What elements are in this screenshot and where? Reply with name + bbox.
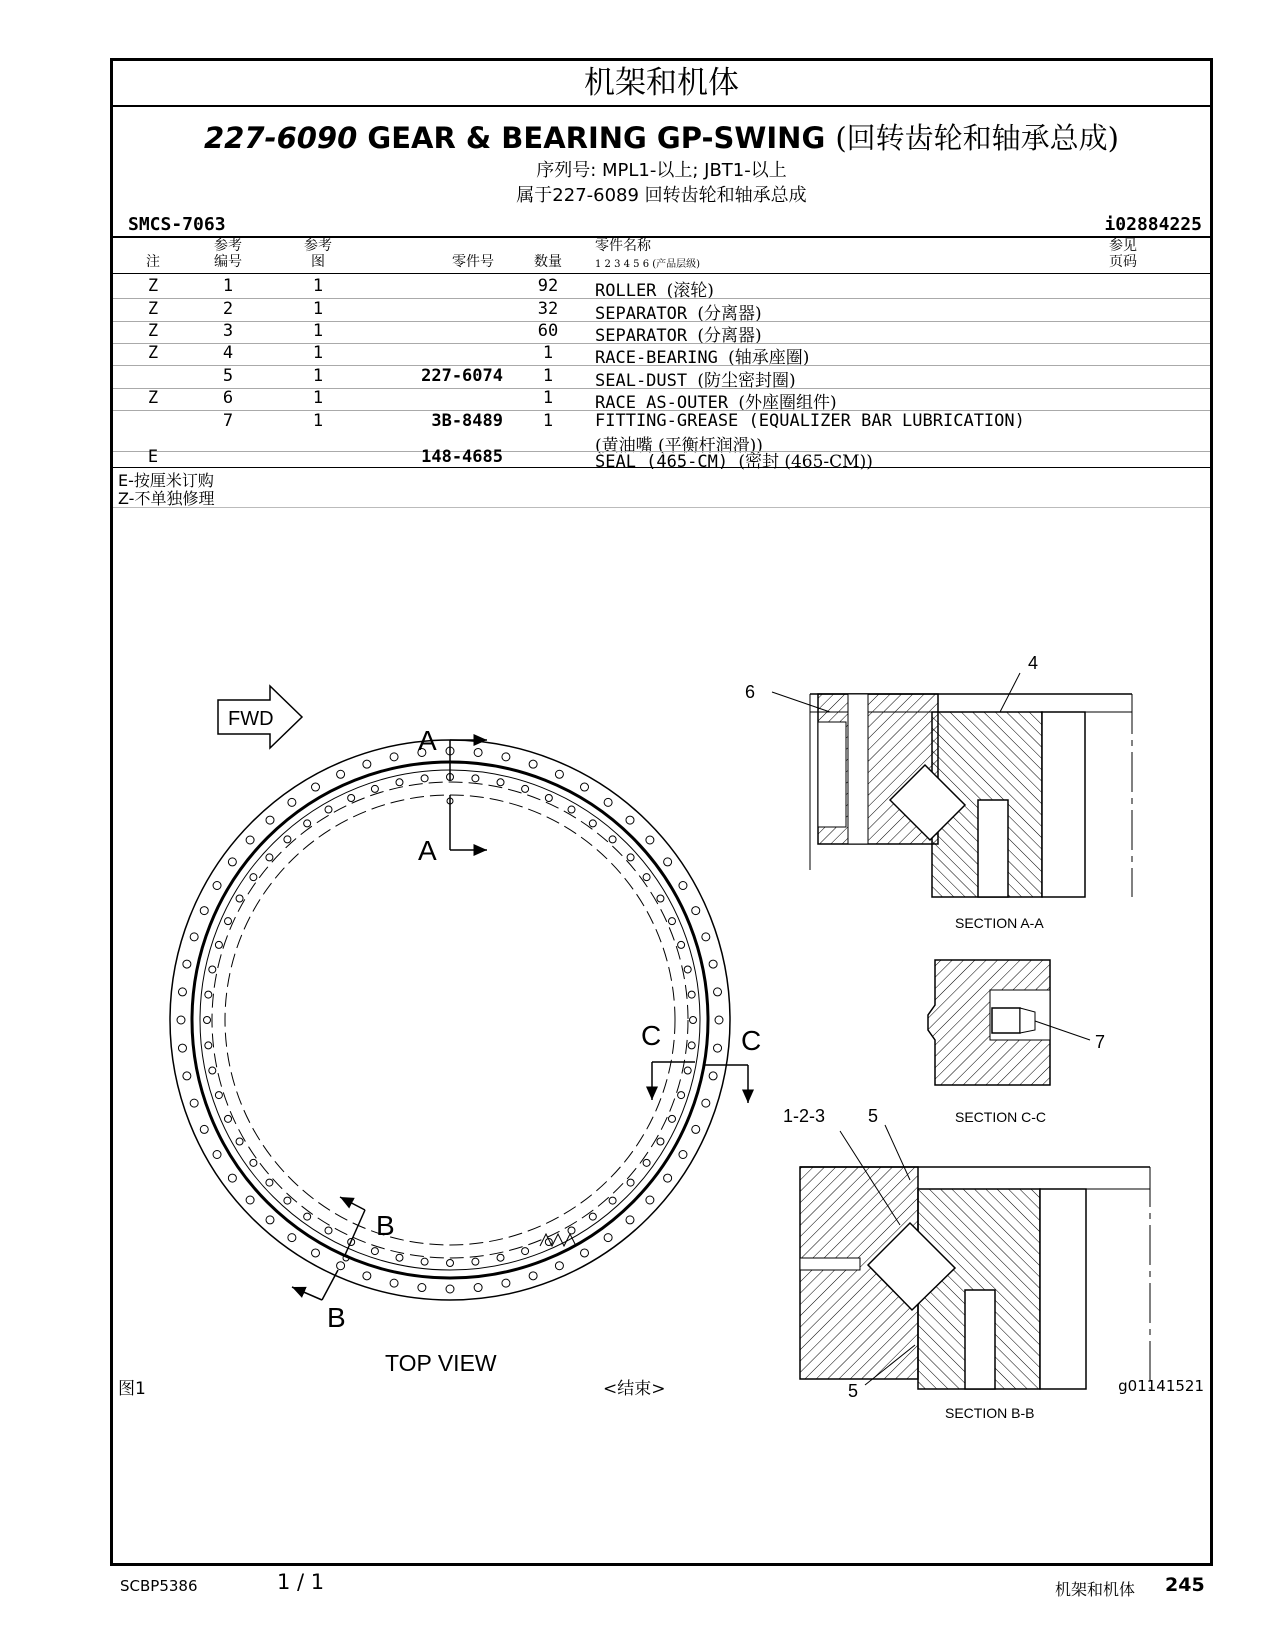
bolt-hole [213,1151,221,1159]
bolt-hole [604,1234,612,1242]
bolt-hole [284,1197,291,1204]
part-name-en: SEPARATOR [595,326,688,346]
part-name-cn: (防尘密封圈) [697,371,796,391]
section-bb-drawing [783,1106,1150,1421]
bolt-hole [627,854,634,861]
bolt-hole [228,1174,236,1182]
bolt-hole [609,1197,616,1204]
section-cc-drawing [928,960,1105,1125]
bolt-hole [213,882,221,890]
bolt-hole [668,1115,675,1122]
bolt-hole [684,1067,691,1074]
bolt-hole [709,960,717,968]
extra-row-note: E [147,447,159,467]
bolt-hole [418,1284,426,1292]
row-qty: 1 [542,343,554,363]
callout-5-bottom: 5 [848,1381,859,1401]
bolt-hole [529,760,537,768]
bolt-hole [236,895,243,902]
bolt-hole [474,1284,482,1292]
part-name-cn: (黄油嘴 (平衡杆润滑)) [595,436,763,456]
part-name-cn: (分离器) [697,304,762,324]
row-fig: 1 [312,388,324,408]
bolt-hole [396,779,403,786]
row-fig: 1 [312,276,324,296]
bolt-hole [497,1254,504,1261]
part-name-en: FITTING-GREASE (EQUALIZER BAR LUBRICATION) [595,411,1025,431]
part-name-en: RACE AS-OUTER [595,393,729,413]
bolt-hole [709,1072,717,1080]
row-ref: 1 [222,276,234,296]
header-qty: 数量 [534,254,562,270]
row-fig: 1 [312,299,324,319]
bolt-hole [304,820,311,827]
bolt-hole [646,1196,654,1204]
section-aa-drawing [745,653,1132,931]
bolt-hole [266,816,274,824]
bolt-hole [348,795,355,802]
bolt-hole [522,785,529,792]
row-note: Z [147,343,159,363]
label-a-bottom: A [418,835,437,866]
bolt-hole [337,1262,345,1270]
footer-page-count: 1 / 1 [277,1570,325,1594]
row-part: 3B-8489 [431,411,503,431]
part-name-en: SEAL-DUST [595,371,688,391]
bolt-hole [390,753,398,761]
fwd-label: FWD [228,708,274,730]
bolt-hole [325,1227,332,1234]
bolt-hole [664,858,672,866]
bolt-hole [312,783,320,791]
row-note: Z [147,388,159,408]
row-ref: 7 [222,411,234,431]
header-part-name: 零件名称 [595,238,651,254]
footer-section: 机架和机体 [1055,1580,1136,1599]
part-name-cn: (滚轮) [666,281,714,301]
header-note: 注 [146,254,160,270]
bolt-hole [555,770,563,778]
callout-4: 4 [1028,653,1039,673]
bolt-hole [209,1067,216,1074]
row-ref: 2 [222,299,234,319]
bolt-hole [236,1138,243,1145]
bolt-hole [589,1213,596,1220]
part-name-cn: (轴承座圈) [728,348,810,368]
bolt-hole [304,1213,311,1220]
bolt-hole [250,874,257,881]
bolt-hole [200,1125,208,1133]
header-ref-fig: 参考 图 [304,238,332,270]
bolt-hole [474,748,482,756]
bolt-hole [497,779,504,786]
bolt-hole [215,941,222,948]
bolt-hole [668,918,675,925]
part-name-en: SEPARATOR [595,304,688,324]
bolt-hole [183,960,191,968]
row-ref: 6 [222,388,234,408]
bolt-hole [183,1072,191,1080]
callout-7: 7 [1095,1032,1106,1052]
bolt-hole [178,988,186,996]
row-qty: 1 [542,411,554,431]
bolt-hole [215,1092,222,1099]
row-ref: 3 [222,321,234,341]
row-fig: 1 [312,366,324,386]
bolt-hole [626,1216,634,1224]
callout-1-2-3: 1-2-3 [783,1106,826,1126]
row-ref: 5 [222,366,234,386]
bolt-hole [714,988,722,996]
bolt-hole [204,1017,211,1024]
bolt-hole [396,1254,403,1261]
part-name-en: SEAL (465-CM) [595,452,729,472]
member-line: 属于227-6089 回转齿轮和轴承总成 [516,185,807,206]
bolt-hole [284,836,291,843]
bolt-hole [472,775,479,782]
bolt-hole [225,918,232,925]
top-view-label: TOP VIEW [385,1350,497,1376]
bolt-hole [178,1044,186,1052]
label-c-left: C [641,1020,662,1051]
bolt-hole [421,1258,428,1265]
row-qty: 1 [542,388,554,408]
bolt-hole [250,1159,257,1166]
bolt-hole [266,854,273,861]
bolt-hole [246,836,254,844]
bolt-hole [200,907,208,915]
top-title: 机架和机体 [113,61,1210,107]
row-note: Z [147,299,159,319]
bolt-hole [502,1279,510,1287]
bolt-hole [568,1227,575,1234]
bolt-hole [589,820,596,827]
bolt-hole [678,941,685,948]
header-ref-no: 参考 编号 [214,238,242,270]
bolt-hole [692,1125,700,1133]
label-b-top: B [376,1210,395,1241]
section-aa-label: SECTION A-A [955,915,1044,931]
bolt-hole [692,907,700,915]
bolt-hole [190,933,198,941]
header-levels: 1 2 3 4 5 6 (产品层级) [595,259,701,270]
row-fig: 1 [312,343,324,363]
part-name-en: ROLLER [595,281,657,301]
row-qty: 32 [537,299,559,319]
figure-number: 图1 [118,1379,146,1399]
smcs-code: SMCS-7063 [128,214,226,235]
bolt-hole [205,1042,212,1049]
bolt-hole [664,1174,672,1182]
bolt-hole [604,798,612,806]
bolt-hole [472,1258,479,1265]
footer-doc-number: SCBP5386 [120,1577,198,1595]
title-chinese: (回转齿轮和轴承总成) [835,121,1119,155]
bolt-hole [714,1044,722,1052]
row-note: Z [147,321,159,341]
bolt-hole [626,816,634,824]
row-fig: 1 [312,411,324,431]
section-bb-label: SECTION B-B [945,1405,1035,1421]
bolt-hole [684,966,691,973]
label-a-top: A [418,725,437,756]
part-name-cn: (密封 (465-CM)) [738,452,873,472]
bolt-hole [209,966,216,973]
bolt-hole [688,991,695,998]
part-name-en: RACE-BEARING [595,348,718,368]
bolt-hole [312,1249,320,1257]
bolt-hole [288,798,296,806]
section-cc-label: SECTION C-C [955,1109,1046,1125]
bolt-hole [657,1138,664,1145]
bolt-hole [446,1285,454,1293]
bolt-hole [679,882,687,890]
title-text: GEAR & BEARING GP-SWING [367,121,826,155]
bolt-hole [225,1115,232,1122]
bolt-hole [522,1248,529,1255]
bolt-hole [371,785,378,792]
bolt-hole [363,1272,371,1280]
bolt-hole [568,806,575,813]
extra-row-part: 148-4685 [421,447,503,467]
callout-6: 6 [745,682,756,702]
serial-line: 序列号: MPL1-以上; JBT1-以上 [536,160,787,181]
note-z: Z-不单独修理 [118,489,215,508]
bolt-hole [266,1179,273,1186]
bolt-hole [205,991,212,998]
title-part-number: 227-6090 [204,121,358,155]
bolt-hole [325,806,332,813]
header-part-no: 零件号 [452,254,494,270]
bolt-hole [678,1092,685,1099]
bolt-hole [421,775,428,782]
bolt-hole [679,1151,687,1159]
row-note: Z [147,276,159,296]
bolt-hole [715,1016,723,1024]
bolt-hole [447,1260,454,1267]
bolt-hole [643,1159,650,1166]
bolt-hole [690,1017,697,1024]
row-fig: 1 [312,321,324,341]
bolt-hole [646,836,654,844]
illustration-number: i02884225 [1104,214,1202,235]
bolt-hole [643,874,650,881]
row-ref: 4 [222,343,234,363]
bolt-hole [502,753,510,761]
bolt-hole [228,858,236,866]
bolt-hole [371,1248,378,1255]
bolt-hole [609,836,616,843]
row-qty: 60 [537,321,559,341]
fwd-arrow [218,686,302,748]
part-name-cn: (外座圈组件) [738,393,837,413]
footer-page-number: 245 [1165,1574,1205,1596]
label-b-bottom: B [327,1302,346,1333]
section-c-markers [641,1020,761,1103]
callout-5-top: 5 [868,1106,879,1126]
part-name-cn: (分离器) [697,326,762,346]
bolt-hole [702,1099,710,1107]
label-c-right: C [741,1025,762,1056]
bolt-hole [177,1016,185,1024]
row-part: 227-6074 [421,366,503,386]
bolt-hole [581,1249,589,1257]
bolt-hole [266,1216,274,1224]
row-qty: 1 [542,366,554,386]
bolt-hole [702,933,710,941]
note-e: E-按厘米订购 [118,471,214,490]
bolt-hole [581,783,589,791]
bolt-hole [555,1262,563,1270]
header-see-page: 参见 页码 [1109,238,1137,270]
bolt-hole [390,1279,398,1287]
bolt-hole [657,895,664,902]
bolt-hole [288,1234,296,1242]
bolt-hole [190,1099,198,1107]
bolt-hole [688,1042,695,1049]
end-mark: <结束> [603,1379,666,1399]
bolt-hole [545,795,552,802]
row-qty: 92 [537,276,559,296]
bolt-hole [337,770,345,778]
graphic-id: g01141521 [1118,1377,1204,1395]
bolt-hole [627,1179,634,1186]
bolt-hole [529,1272,537,1280]
bolt-hole [246,1196,254,1204]
bolt-hole [363,760,371,768]
